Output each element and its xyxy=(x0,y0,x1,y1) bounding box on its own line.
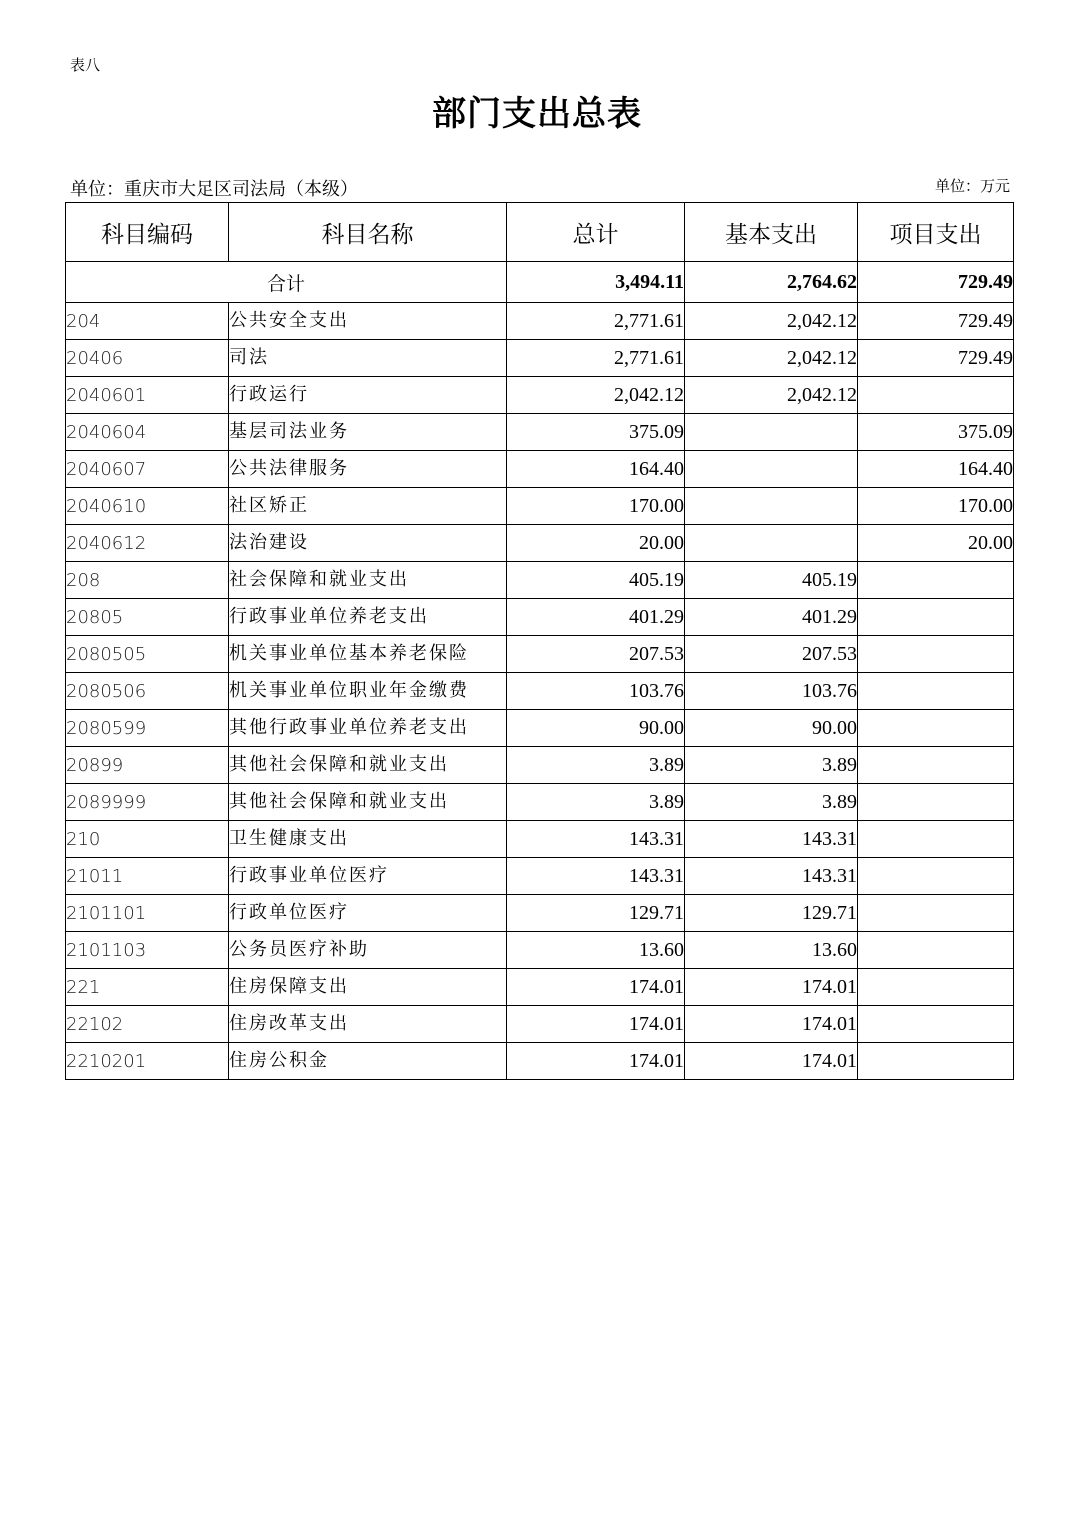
table-row xyxy=(66,858,1014,895)
subject-name: 住房保障支出 xyxy=(229,976,349,997)
subject-code: 21011 xyxy=(66,858,229,895)
subject-name-cell xyxy=(229,636,507,673)
amount-total: 103.76 xyxy=(507,673,685,710)
subject-code: 2089999 xyxy=(66,784,229,821)
amount-basic xyxy=(685,525,858,562)
amount-project xyxy=(858,932,1014,969)
subject-name: 基层司法业务 xyxy=(229,421,349,442)
total-basic: 2,764.62 xyxy=(685,262,858,303)
amount-basic: 143.31 xyxy=(685,821,858,858)
subject-name-cell xyxy=(229,1006,507,1043)
subject-code: 210 xyxy=(66,821,229,858)
table-row xyxy=(66,932,1014,969)
amount-project xyxy=(858,1006,1014,1043)
subject-name: 社会保障和就业支出 xyxy=(229,569,409,590)
table-row xyxy=(66,1006,1014,1043)
subject-code: 22102 xyxy=(66,1006,229,1043)
subject-name-cell xyxy=(229,747,507,784)
column-header-total: 总计 xyxy=(507,203,685,262)
amount-basic: 405.19 xyxy=(685,562,858,599)
subject-code: 204 xyxy=(66,303,229,340)
total-row xyxy=(66,262,1014,303)
amount-basic xyxy=(685,488,858,525)
amount-total: 164.40 xyxy=(507,451,685,488)
column-header-basic: 基本支出 xyxy=(685,203,858,262)
subject-name: 公共安全支出 xyxy=(229,310,349,331)
table-row xyxy=(66,451,1014,488)
subject-code: 221 xyxy=(66,969,229,1006)
subject-code: 2080505 xyxy=(66,636,229,673)
subject-name-cell xyxy=(229,340,507,377)
subject-name: 行政事业单位医疗 xyxy=(229,865,389,886)
subject-name-cell xyxy=(229,858,507,895)
amount-basic xyxy=(685,451,858,488)
amount-project xyxy=(858,673,1014,710)
subject-name-cell xyxy=(229,303,507,340)
subject-name-cell xyxy=(229,414,507,451)
page-title: 部门支出总表 xyxy=(432,94,642,134)
subject-name: 卫生健康支出 xyxy=(229,828,349,849)
subject-code: 2210201 xyxy=(66,1043,229,1080)
amount-total: 174.01 xyxy=(507,1043,685,1080)
subject-name-cell xyxy=(229,525,507,562)
table-row xyxy=(66,303,1014,340)
amount-project xyxy=(858,821,1014,858)
amount-basic: 103.76 xyxy=(685,673,858,710)
subject-name-cell xyxy=(229,451,507,488)
table-row xyxy=(66,784,1014,821)
table-row xyxy=(66,562,1014,599)
amount-total: 207.53 xyxy=(507,636,685,673)
table-header-row xyxy=(66,203,1014,262)
amount-basic: 174.01 xyxy=(685,969,858,1006)
amount-total: 90.00 xyxy=(507,710,685,747)
subject-name: 公共法律服务 xyxy=(229,458,349,479)
table-row xyxy=(66,340,1014,377)
subject-code: 20899 xyxy=(66,747,229,784)
total-project: 729.49 xyxy=(858,262,1014,303)
subject-name: 司法 xyxy=(229,347,269,368)
amount-project: 375.09 xyxy=(858,414,1014,451)
subject-name: 行政单位医疗 xyxy=(229,902,349,923)
subject-name-cell xyxy=(229,1043,507,1080)
amount-total: 2,042.12 xyxy=(507,377,685,414)
column-header-project: 项目支出 xyxy=(858,203,1014,262)
amount-project xyxy=(858,784,1014,821)
amount-project xyxy=(858,599,1014,636)
amount-project: 729.49 xyxy=(858,340,1014,377)
amount-basic: 2,042.12 xyxy=(685,377,858,414)
subject-name: 其他社会保障和就业支出 xyxy=(229,791,449,812)
unit-currency: 单位：万元 xyxy=(934,177,1010,195)
amount-basic: 3.89 xyxy=(685,747,858,784)
subject-name-cell xyxy=(229,932,507,969)
subject-name-cell xyxy=(229,784,507,821)
subject-name-cell xyxy=(229,377,507,414)
subject-name-cell xyxy=(229,969,507,1006)
amount-total: 174.01 xyxy=(507,969,685,1006)
subject-name: 其他社会保障和就业支出 xyxy=(229,754,449,775)
amount-project xyxy=(858,969,1014,1006)
amount-basic: 207.53 xyxy=(685,636,858,673)
total-label: 合计 xyxy=(66,262,507,303)
amount-total: 375.09 xyxy=(507,414,685,451)
amount-project xyxy=(858,636,1014,673)
subject-code: 2040610 xyxy=(66,488,229,525)
expenditure-table xyxy=(65,202,1014,1080)
subject-name: 行政事业单位养老支出 xyxy=(229,606,429,627)
amount-total: 2,771.61 xyxy=(507,340,685,377)
amount-basic: 174.01 xyxy=(685,1006,858,1043)
subject-name-cell xyxy=(229,895,507,932)
subject-name-cell xyxy=(229,710,507,747)
amount-project: 729.49 xyxy=(858,303,1014,340)
subject-name: 机关事业单位职业年金缴费 xyxy=(229,680,469,701)
subject-name: 社区矫正 xyxy=(229,495,309,516)
subject-name-cell xyxy=(229,673,507,710)
subject-name: 住房公积金 xyxy=(229,1050,329,1071)
table-row xyxy=(66,895,1014,932)
amount-total: 401.29 xyxy=(507,599,685,636)
amount-project xyxy=(858,562,1014,599)
amount-total: 20.00 xyxy=(507,525,685,562)
table-row xyxy=(66,525,1014,562)
table-row xyxy=(66,636,1014,673)
unit-organization: 单位：重庆市大足区司法局（本级） xyxy=(70,179,358,200)
amount-project xyxy=(858,377,1014,414)
table-row xyxy=(66,710,1014,747)
column-header-code: 科目编码 xyxy=(66,203,229,262)
amount-total: 13.60 xyxy=(507,932,685,969)
subject-name: 公务员医疗补助 xyxy=(229,939,369,960)
amount-basic: 174.01 xyxy=(685,1043,858,1080)
subject-name-cell xyxy=(229,488,507,525)
subject-code: 2080506 xyxy=(66,673,229,710)
amount-basic xyxy=(685,414,858,451)
subject-code: 20406 xyxy=(66,340,229,377)
subject-code: 2040604 xyxy=(66,414,229,451)
amount-project: 164.40 xyxy=(858,451,1014,488)
amount-basic: 2,042.12 xyxy=(685,340,858,377)
amount-project xyxy=(858,710,1014,747)
amount-project xyxy=(858,895,1014,932)
subject-code: 2080599 xyxy=(66,710,229,747)
column-header-name: 科目名称 xyxy=(229,203,507,262)
subject-name-cell xyxy=(229,562,507,599)
subject-name: 机关事业单位基本养老保险 xyxy=(229,643,469,664)
amount-total: 129.71 xyxy=(507,895,685,932)
amount-basic: 2,042.12 xyxy=(685,303,858,340)
subject-code: 20805 xyxy=(66,599,229,636)
amount-total: 143.31 xyxy=(507,858,685,895)
table-row xyxy=(66,969,1014,1006)
subject-code: 2040607 xyxy=(66,451,229,488)
table-row xyxy=(66,1043,1014,1080)
amount-total: 174.01 xyxy=(507,1006,685,1043)
amount-total: 405.19 xyxy=(507,562,685,599)
amount-basic: 90.00 xyxy=(685,710,858,747)
amount-basic: 401.29 xyxy=(685,599,858,636)
subject-name-cell xyxy=(229,599,507,636)
amount-total: 170.00 xyxy=(507,488,685,525)
total-sum: 3,494.11 xyxy=(507,262,685,303)
table-row xyxy=(66,747,1014,784)
amount-basic: 129.71 xyxy=(685,895,858,932)
subject-name: 其他行政事业单位养老支出 xyxy=(229,717,469,738)
amount-total: 143.31 xyxy=(507,821,685,858)
subject-code: 2101101 xyxy=(66,895,229,932)
amount-basic: 143.31 xyxy=(685,858,858,895)
subject-code: 208 xyxy=(66,562,229,599)
table-row xyxy=(66,599,1014,636)
amount-project xyxy=(858,1043,1014,1080)
amount-project xyxy=(858,747,1014,784)
amount-total: 3.89 xyxy=(507,784,685,821)
amount-project xyxy=(858,858,1014,895)
amount-project: 170.00 xyxy=(858,488,1014,525)
subject-name: 行政运行 xyxy=(229,384,309,405)
table-row xyxy=(66,414,1014,451)
subject-code: 2040612 xyxy=(66,525,229,562)
table-row xyxy=(66,821,1014,858)
amount-basic: 3.89 xyxy=(685,784,858,821)
table-row xyxy=(66,488,1014,525)
amount-total: 2,771.61 xyxy=(507,303,685,340)
table-label: 表八 xyxy=(70,56,101,74)
amount-total: 3.89 xyxy=(507,747,685,784)
subject-name: 住房改革支出 xyxy=(229,1013,349,1034)
table-row xyxy=(66,673,1014,710)
amount-basic: 13.60 xyxy=(685,932,858,969)
subject-code: 2101103 xyxy=(66,932,229,969)
subject-name: 法治建设 xyxy=(229,532,309,553)
subject-code: 2040601 xyxy=(66,377,229,414)
amount-project: 20.00 xyxy=(858,525,1014,562)
subject-name-cell xyxy=(229,821,507,858)
table-row xyxy=(66,377,1014,414)
